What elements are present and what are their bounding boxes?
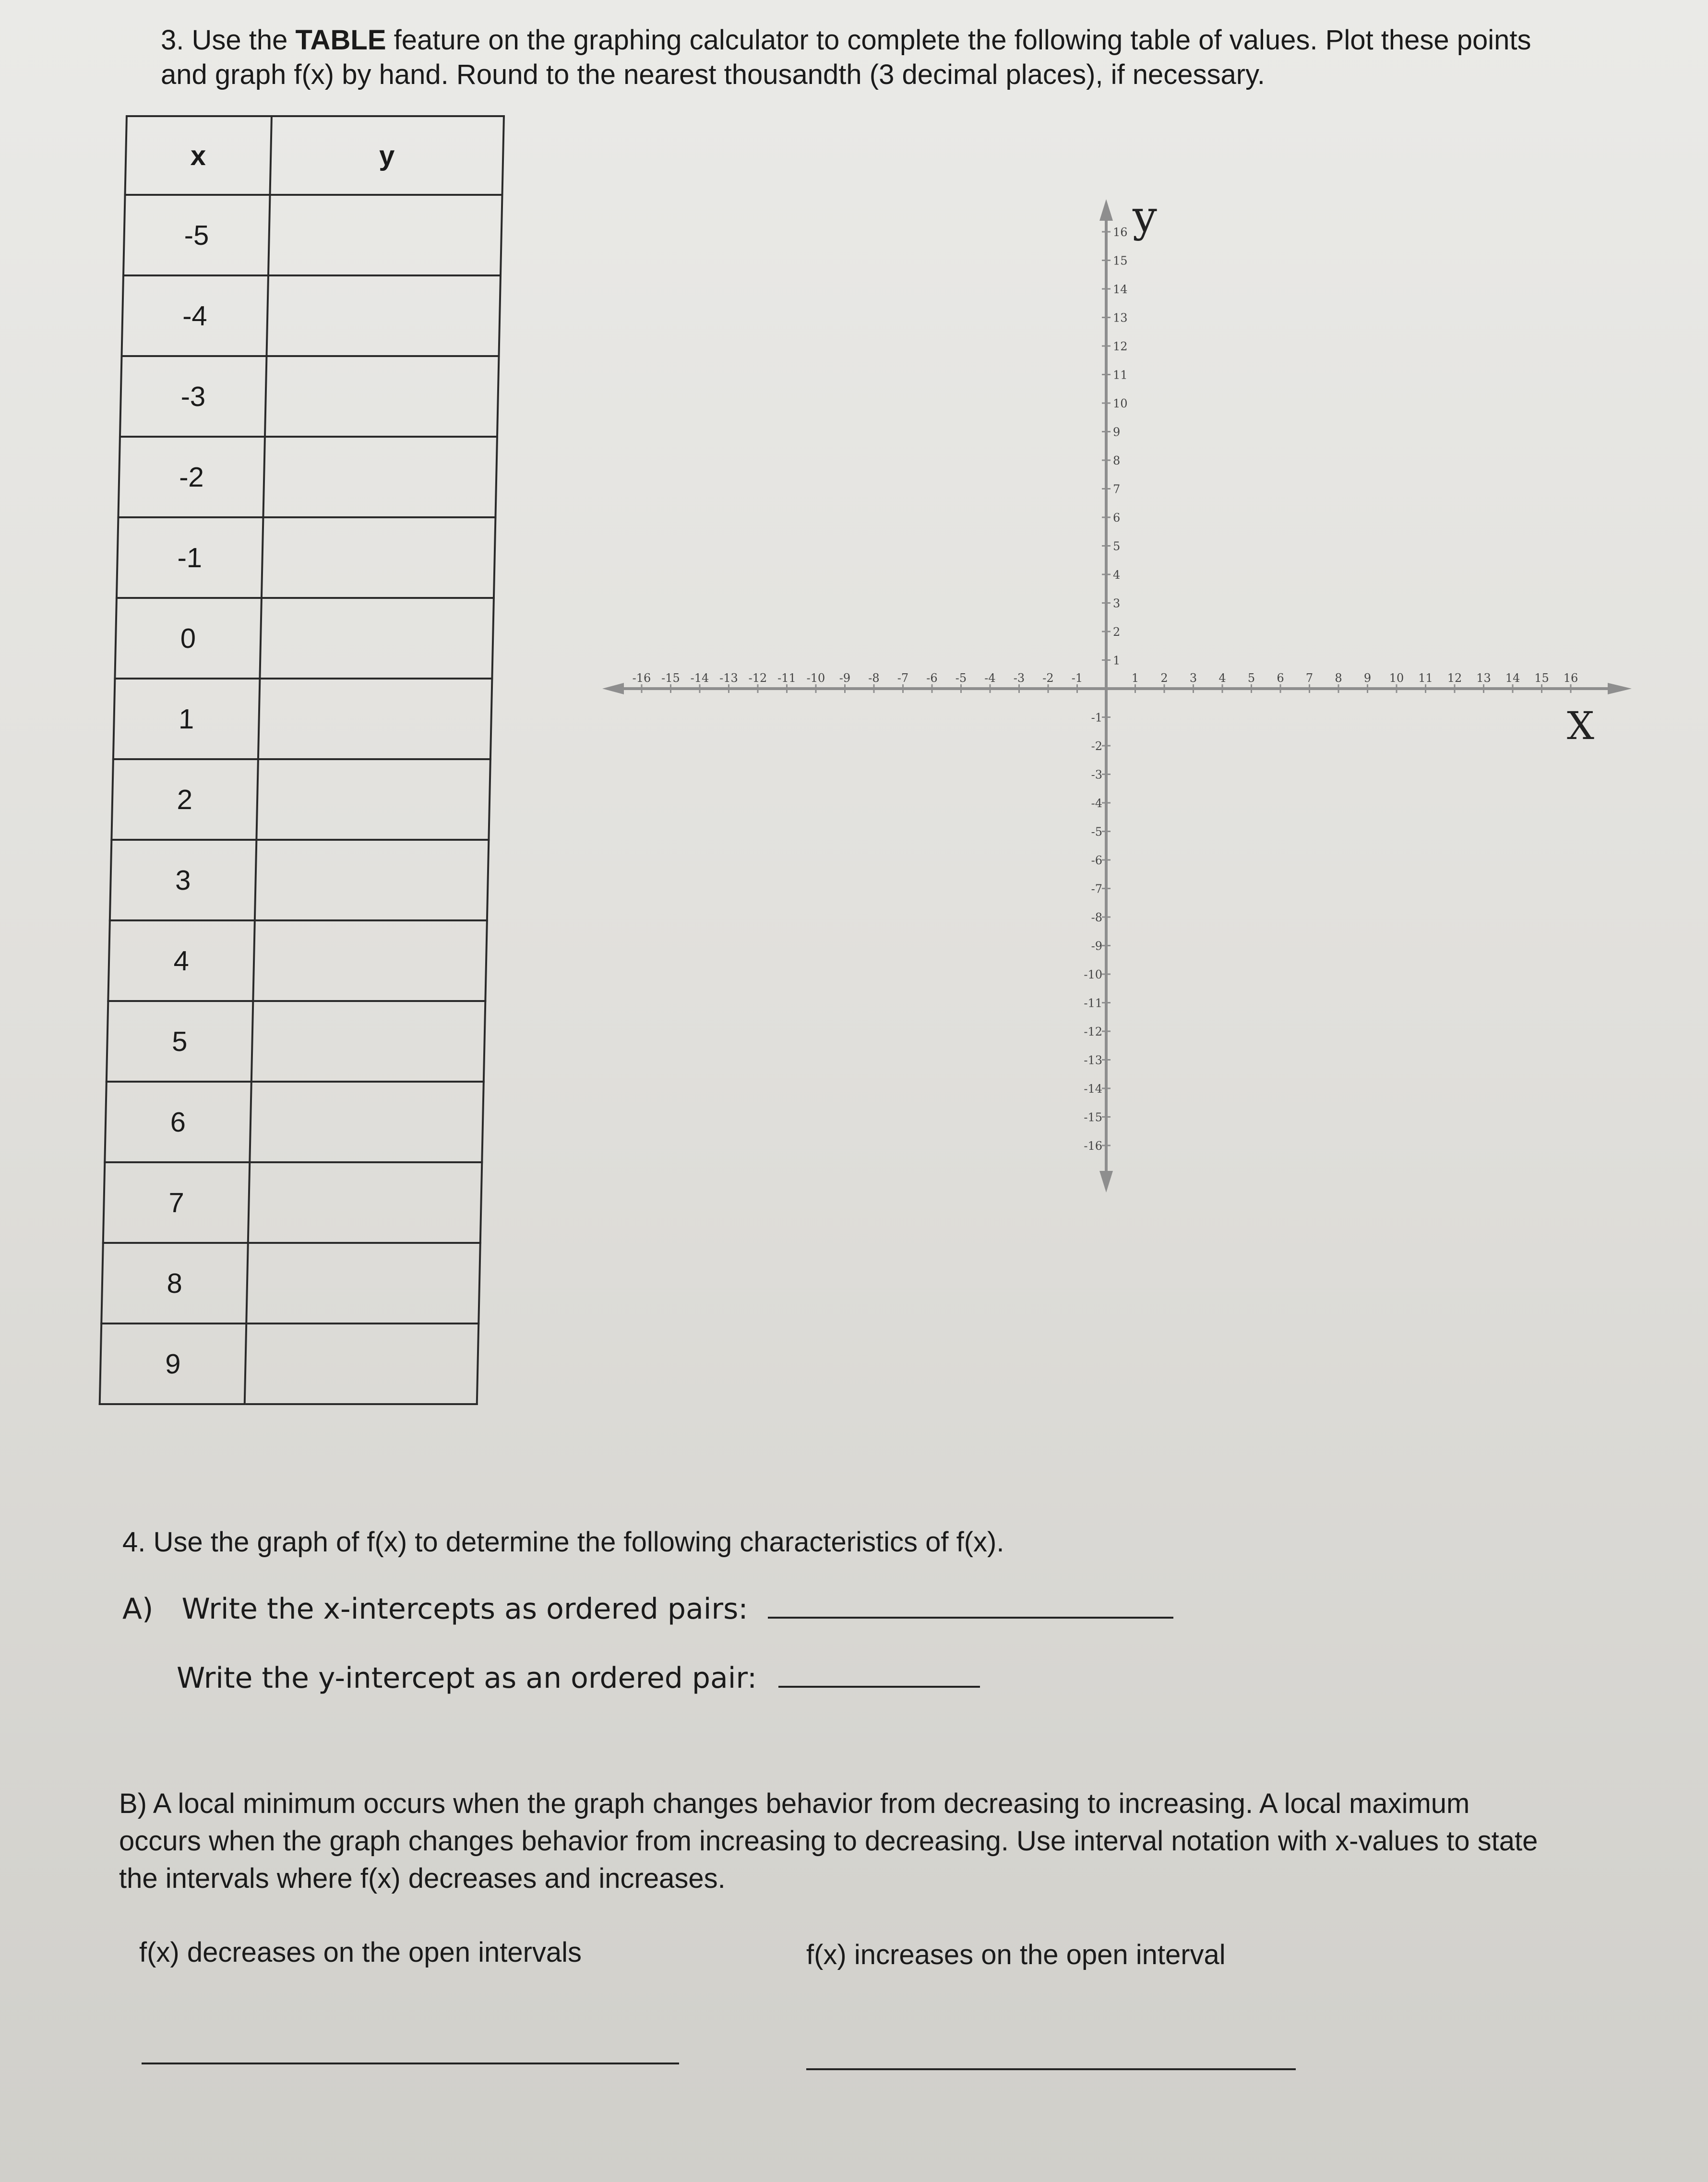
table-row [113,679,492,759]
x-tick-label: -16 [632,671,651,685]
y-tick-label: -13 [1084,1053,1102,1067]
x-value-cell: 5 [107,1001,253,1082]
part-a-x-intercepts [122,1592,1173,1626]
y-tick-label: 1 [1113,654,1121,668]
x-tick-label: -5 [955,671,967,685]
table-row [107,1001,486,1082]
x-tick-label: -1 [1071,671,1083,685]
y-value-cell[interactable] [255,840,489,920]
x-intercepts-prompt: Write the x-intercepts as ordered pairs: [181,1592,748,1626]
y-value-cell[interactable] [268,195,502,275]
y-value-cell[interactable] [248,1162,482,1243]
table-row [103,1162,482,1243]
x-tick-label: -12 [748,671,767,685]
increases-label: f(x) increases on the open interval [806,1939,1226,1970]
table-row [121,275,501,356]
y-tick-label: -14 [1084,1082,1102,1096]
question-3-text-after: feature on the graphing calculator to complete the following table of values. Plot these points and graph f(x) by hand. Round to the nearest thousandth (3 decimal places), if necessary. [161,24,1531,90]
decreases-label: f(x) decreases on the open intervals [139,1937,582,1968]
x-tick-label: 2 [1160,671,1168,685]
x-value-cell: 3 [110,840,256,920]
x-tick-label: -3 [1013,671,1025,685]
question-3-instructions [161,23,1577,92]
table-row [101,1243,480,1324]
x-tick-label: 14 [1505,671,1520,685]
y-tick-label: -1 [1091,711,1102,725]
y-tick-label: 6 [1113,511,1121,525]
x-axis-title: X [1567,703,1594,748]
y-axis-arrow-down [1099,1171,1113,1192]
y-tick-label: -9 [1091,939,1102,953]
x-value-cell: 8 [101,1243,248,1324]
y-axis-title: y [1133,192,1157,242]
question-4-prompt: 4. Use the graph of f(x) to determine the following characteristics of f(x). [122,1526,1004,1558]
x-tick-label: -13 [719,671,738,685]
table-of-values [99,115,505,1405]
y-tick-label: -8 [1091,911,1102,924]
y-tick-label: -12 [1084,1025,1102,1038]
y-tick-label: -11 [1084,996,1102,1010]
x-tick-label: -14 [690,671,709,685]
y-tick-label: -3 [1091,768,1102,782]
x-tick-label: -10 [806,671,825,685]
table-body [100,195,502,1404]
part-b-instructions: B) A local minimum occurs when the graph changes behavior from decreasing to increasing. A local maximum occurs when the graph changes behavior from increasing to decreasing. Use interval notation with x-values to state the intervals where f(x) decreases and increases. [119,1788,1538,1894]
x-value-cell: -3 [120,356,266,437]
y-tick-label: 10 [1113,397,1128,410]
y-tick-label: -15 [1084,1110,1102,1124]
x-value-cell: 0 [115,598,261,679]
x-axis-arrow-left [602,683,624,694]
y-tick-label: 5 [1113,539,1121,553]
decreases-answer-line[interactable] [142,2063,679,2064]
part-a-y-intercept [177,1661,980,1695]
x-tick-label: 15 [1534,671,1549,685]
y-value-cell[interactable] [256,759,490,840]
y-tick-label: 8 [1113,454,1121,467]
y-intercept-answer-line[interactable] [778,1667,980,1688]
table-row [117,517,496,598]
table-row [111,759,490,840]
x-tick-label: -9 [839,671,851,685]
x-value-cell: -4 [121,275,268,356]
y-value-cell[interactable] [266,275,501,356]
y-tick-label: 4 [1113,568,1121,582]
y-tick-label: 11 [1113,368,1128,382]
table-row [108,920,487,1001]
y-value-cell[interactable] [258,679,492,759]
y-tick-label: -5 [1091,825,1102,839]
y-tick-label: -10 [1084,968,1102,981]
x-value-cell: 2 [111,759,258,840]
coordinate-plane [600,192,1632,1202]
x-tick-label: -15 [661,671,680,685]
table-row [100,1324,479,1404]
coordinate-plane-svg [600,192,1632,1200]
x-tick-label: 7 [1305,671,1314,685]
y-tick-label: 3 [1113,596,1121,610]
y-tick-label: -4 [1091,797,1102,810]
y-value-cell[interactable] [244,1324,478,1404]
y-value-cell[interactable] [260,598,494,679]
x-tick-label: 5 [1247,671,1255,685]
y-value-cell[interactable] [262,517,496,598]
x-tick-label: -2 [1042,671,1054,685]
increases-answer-line[interactable] [806,2068,1296,2070]
x-tick-label: 9 [1363,671,1372,685]
table-row [115,598,494,679]
x-tick-label: 6 [1277,671,1284,685]
table-row [105,1082,484,1162]
y-value-cell[interactable] [253,920,487,1001]
y-tick-label: -7 [1091,882,1102,896]
x-value-cell: 4 [108,920,254,1001]
x-value-cell: -1 [117,517,263,598]
table-row [120,356,499,437]
table-row [110,840,489,920]
table-header-row [125,116,504,195]
table-row [118,437,497,517]
x-value-cell: 6 [105,1082,251,1162]
x-tick-label: 11 [1418,671,1433,685]
x-tick-label: 12 [1447,671,1462,685]
x-value-cell: 9 [100,1324,246,1404]
x-value-cell: -5 [123,195,270,275]
x-tick-label: 10 [1389,671,1404,685]
table-header-y: y [270,116,504,195]
y-intercept-prompt: Write the y-intercept as an ordered pair: [177,1661,757,1695]
x-value-cell: 1 [113,679,260,759]
y-tick-label: 7 [1113,482,1121,496]
x-intercepts-answer-line[interactable] [768,1598,1173,1619]
x-tick-label: 13 [1476,671,1491,685]
x-tick-label: 8 [1335,671,1342,685]
x-tick-label: 3 [1189,671,1197,685]
table-header-x: x [125,116,272,195]
y-value-cell[interactable] [265,356,499,437]
y-axis-arrow-up [1099,199,1113,221]
y-tick-label: -16 [1084,1139,1102,1153]
y-value-cell[interactable] [250,1082,484,1162]
y-tick-label: 16 [1113,226,1128,239]
x-tick-label: 1 [1131,671,1139,685]
x-tick-label: -6 [926,671,938,685]
y-tick-label: -2 [1091,739,1102,753]
x-tick-label: 4 [1218,671,1226,685]
y-tick-label: 12 [1113,340,1128,353]
x-tick-label: -11 [777,671,796,685]
y-tick-label: 9 [1113,425,1121,439]
question-3-bold-word: TABLE [295,24,386,56]
y-tick-label: -6 [1091,854,1102,867]
x-tick-label: -4 [984,671,996,685]
y-tick-label: 15 [1113,254,1128,268]
y-tick-label: 14 [1113,283,1128,296]
y-tick-label: 13 [1113,311,1128,325]
x-tick-label: -8 [868,671,880,685]
part-a-letter: A) [122,1592,154,1626]
x-value-cell: -2 [118,437,264,517]
y-value-cell[interactable] [246,1243,480,1324]
y-value-cell[interactable] [251,1001,485,1082]
y-tick-label: 2 [1113,625,1121,639]
x-tick-label: 16 [1563,671,1578,685]
question-3-text-before: Use the [191,24,288,56]
x-tick-label: -7 [897,671,909,685]
x-axis-arrow-right [1608,683,1632,694]
x-value-cell: 7 [103,1162,250,1243]
y-value-cell[interactable] [263,437,497,517]
table-row [123,195,502,275]
question-3-number: 3. [161,24,184,56]
